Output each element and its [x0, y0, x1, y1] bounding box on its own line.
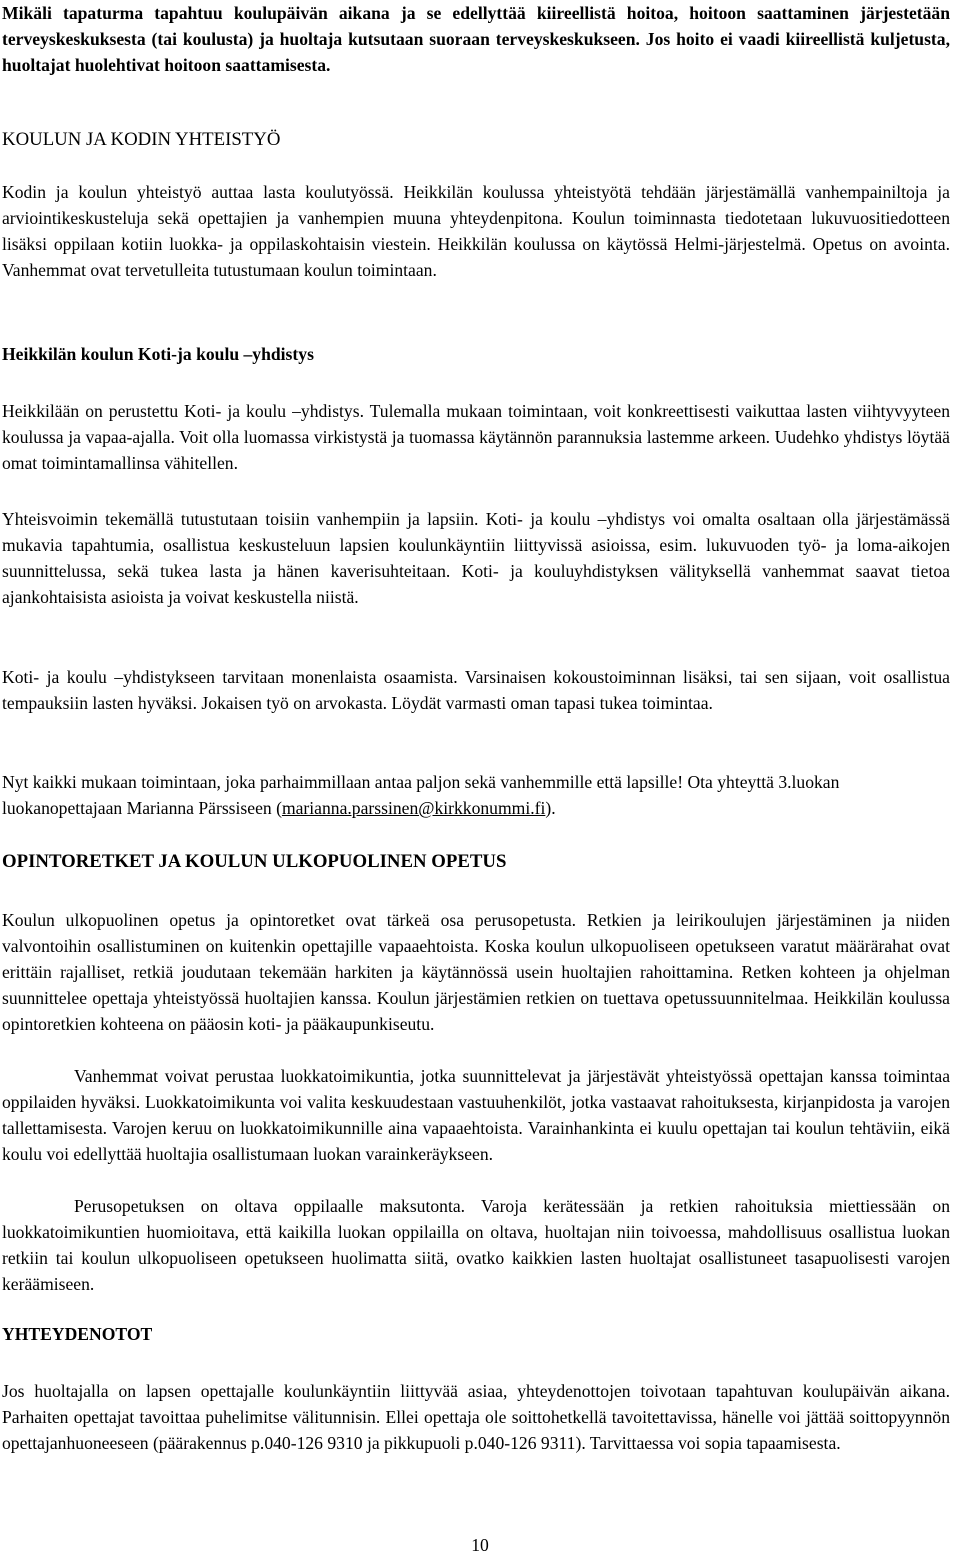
- excursions-paragraph-2: Vanhemmat voivat perustaa luokkatoimikuntia, jotka suunnittelevat ja järjestävät yhteistyössä opettajan kanssa toimintaa oppilaiden hyväksi. Luokkatoimikunta voi valita keskuudestaan vastuuhenkilöt, jotka vastaavat rahoituksesta, kirjanpidosta ja varojen tallettamisesta. Varojen keruu on luokkatoimikunnille aina vapaaehtoista. Varainhankinta ei kuulu opettajan tai koulun tehtäviin, eikä koulu voi edellyttää huoltajia osallistumaan luokan varainkeräykseen.: [2, 1066, 950, 1164]
- association-heading: Heikkilän koulun Koti-ja koulu –yhdistys: [2, 344, 314, 364]
- page-number: 10: [471, 1535, 489, 1555]
- excursions-paragraph-1: Koulun ulkopuolinen opetus ja opintoretket ovat tärkeä osa perusopetusta. Retkien ja leirikoulujen järjestäminen ja niiden valvontoihin osallistuminen on kuitenkin opettajille vapaaehtoista. Koska koulun ulkopuoliseen opetukseen varatut määrärahat ovat erittäin rajalliset, retkiä joudutaan tekemään harkiten ja käytännössä usein huoltajien rahoittamina. Retken kohteen ja ohjelman suunnittelee opettaja yhteistyössä huoltajien kanssa. Koulun järjestämien retkien on tuettava opetussuunnitelmaa. Heikkilän koulussa opintoretkien kohteena on pääosin koti- ja pääkaupunkiseutu.: [2, 910, 950, 1034]
- email-link[interactable]: marianna.parssinen@kirkkonummi.fi: [281, 798, 546, 818]
- excursions-paragraph-3: Perusopetuksen on oltava oppilaalle maksutonta. Varoja kerätessään ja retkien rahoituksia miettiessään on luokkatoimikuntien huomioitava, että kaikilla luokan oppilailla on oltava, huoltajan niin toivoessa, mahdollisuus osallistua luokan retkiin tai koulun ulkopuoliseen opetukseen huolimatta siitä, ovatko kaikkien lasten huoltajat osallistuneet tasapuolisesti varojen keräämiseen.: [2, 1196, 950, 1294]
- association-paragraph-3: Koti- ja koulu –yhdistykseen tarvitaan monenlaista osaamista. Varsinaisen kokoustoiminnan lisäksi, tai sen sijaan, voit osallistua tempauksiin lasten hyväksi. Jokaisen työ on arvokasta. Löydät varmasti oman tapasi tukea toimintaa.: [2, 667, 950, 713]
- contacts-paragraph: Jos huoltajalla on lapsen opettajalle koulunkäyntiin liittyvää asiaa, yhteydenottojen toivotaan tapahtuvan koulupäivän aikana. Parhaiten opettajat tavoittaa puhelimitse välitunnisin. Ellei opettaja ole soittohetkellä tavoitettavissa, hänelle voi jättää soittopyynnön opettajanhuoneeseen (päärakennus p.040-126 9310 ja pikkupuoli p.040-126 9311). Tarvittaessa voi sopia tapaamisesta.: [2, 1381, 950, 1453]
- association-paragraph-4: [2, 769, 950, 821]
- association-paragraph-1: Heikkilään on perustettu Koti- ja koulu –yhdistys. Tulemalla mukaan toimintaan, voit konkreettisesti vaikuttaa lasten viihtyvyyteen koulussa ja vapaa-ajalla. Voit olla luomassa virkistystä ja tuomassa käytännön parannuksia lastemme arkeen. Uudehko yhdistys löytää omat toimintamallinsa vähitellen.: [2, 401, 950, 473]
- cooperation-heading: KOULUN JA KODIN YHTEISTYÖ: [2, 129, 281, 150]
- contact-text-after: ).: [545, 798, 556, 818]
- cooperation-paragraph: Kodin ja koulun yhteistyö auttaa lasta koulutyössä. Heikkilän koulussa yhteistyötä tehdään järjestämällä vanhempainiltoja ja arviointikeskusteluja sekä opettajien ja vanhempien muuna yhteydenpitona. Koulun toiminnasta tiedotetaan lukuvuositiedotteen lisäksi oppilaan kotiin luokka- ja oppilaskohtaisin viestein. Heikkilän koulussa on käytössä Helmi-järjestelmä. Opetus on avointa. Vanhemmat ovat tervetulleita tutustumaan koulun toimintaan.: [2, 182, 950, 280]
- intro-paragraph: Mikäli tapaturma tapahtuu koulupäivän aikana ja se edellyttää kiireellistä hoitoa, hoitoon saattaminen järjestetään terveyskeskuksesta (tai koulusta) ja huoltaja kutsutaan suoraan terveyskeskukseen. Jos hoito ei vaadi kiireellistä kuljetusta, huoltajat huolehtivat hoitoon saattamisesta.: [2, 3, 950, 75]
- association-paragraph-2: Yhteisvoimin tekemällä tutustutaan toisiin vanhempiin ja lapsiin. Koti- ja koulu –yhdistys voi omalta osaltaan olla järjestämässä mukavia tapahtumia, osallistua keskusteluun lapsien koulunkäyntiin liittyvissä asioissa, esim. lukuvuoden työ- ja loma-aikojen suunnittelussa, sekä tukea lasta ja hänen kaverisuhteitaan. Koti- ja kouluyhdistyksen välityksellä vanhemmat saavat tietoa ajankohtaisista asioista ja voivat keskustella niistä.: [2, 509, 950, 607]
- excursions-heading: OPINTORETKET JA KOULUN ULKOPUOLINEN OPETUS: [2, 851, 507, 872]
- contacts-heading: YHTEYDENOTOT: [2, 1324, 153, 1344]
- contact-text-before: Nyt kaikki mukaan toimintaan, joka parhaimmillaan antaa paljon sekä vanhemmille että lapsille! Ota yhteyttä 3.luokan luokanopettajaan Marianna Pärssiseen (: [2, 772, 840, 818]
